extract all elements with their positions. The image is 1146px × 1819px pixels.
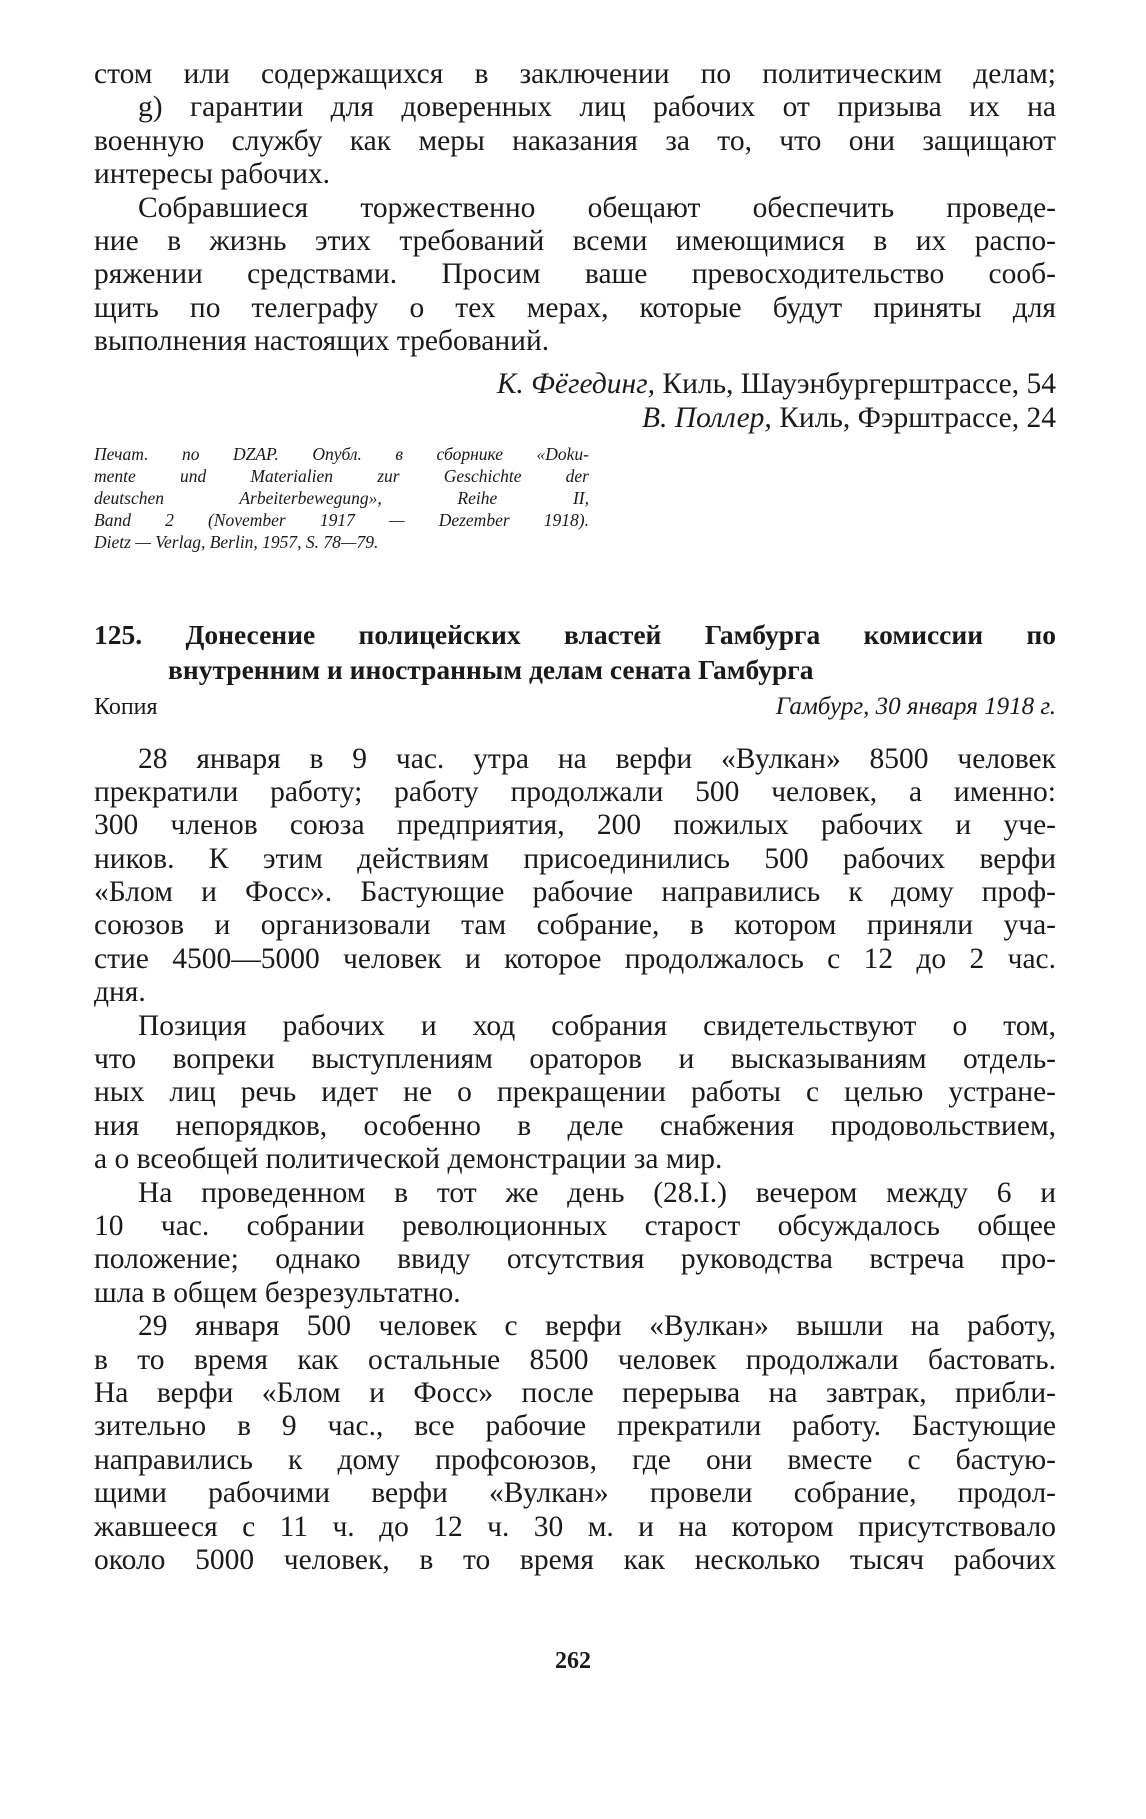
document-meta	[94, 693, 1056, 725]
heading-line: внутренним и иностранным делам сената Гамбурга	[168, 653, 814, 685]
page	[94, 58, 1056, 1577]
text-line: союзов и организовали там собрание, в котором приняли уча-	[94, 909, 1056, 942]
text-line: ния непорядков, особенно в деле снабжения продовольствием,	[94, 1109, 1056, 1142]
text-line: На верфи «Блом и Фосс» после перерыва на завтрак, прибли-	[94, 1376, 1056, 1409]
top-paragraphs	[94, 58, 1056, 359]
text-line: ников. К этим действиям присоединились 500 рабочих верфи	[94, 842, 1056, 875]
text-line: 28 января в 9 час. утра на верфи «Вулкан» 8500 человек	[138, 742, 1056, 775]
text-line: щить по телеграфу о тех мерах, которые будут приняты для	[94, 291, 1056, 324]
signatory-name: В. Поллер,	[642, 401, 772, 434]
text-line: ных лиц речь идет не о прекращении работы с целью устране-	[94, 1076, 1056, 1109]
signature-line	[94, 401, 1056, 435]
text-line: «Блом и Фосс». Бастующие рабочие направились к дому проф-	[94, 876, 1056, 909]
source-line: Band 2 (November 1917 — Dezember 1918).	[94, 509, 589, 530]
source-line: Dietz — Verlag, Berlin, 1957, S. 78—79.	[94, 531, 379, 552]
text-line: прекратили работу; работу продолжали 500 человек, а именно:	[94, 775, 1056, 808]
signature-block	[94, 367, 1056, 435]
text-line: Собравшиеся торжественно обещают обеспечить проведе-	[138, 191, 1056, 224]
source-line: deutschen Arbeiterbewegung», Reihe II,	[94, 487, 589, 508]
source-note	[94, 443, 589, 553]
text-line: 300 членов союза предприятия, 200 пожилых рабочих и уче-	[94, 809, 1056, 842]
text-line: жавшееся с 11 ч. до 12 ч. 30 м. и на котором присутствовало	[94, 1510, 1056, 1543]
text-line: g) гарантии для доверенных лиц рабочих от призыва их на	[138, 91, 1056, 124]
text-line: ние в жизнь этих требований всеми имеющимися в их распо-	[94, 224, 1056, 257]
page-number: 262	[555, 1648, 591, 1674]
text-line: в то время как остальные 8500 человек продолжали бастовать.	[94, 1343, 1056, 1376]
text-line: направились к дому профсоюзов, где они вместе с бастую-	[94, 1443, 1056, 1476]
source-line: mente und Materialien zur Geschichte der	[94, 465, 589, 486]
source-line: Печат. по DZAP. Опубл. в сборнике «Doku-	[94, 443, 589, 464]
heading-line: 125. Донесение полицейских властей Гамбурга комиссии по	[94, 618, 1056, 650]
text-line: ряжении средствами. Просим ваше превосходительство сооб-	[94, 258, 1056, 291]
signature-line	[94, 367, 1056, 401]
text-line: 29 января 500 человек с верфи «Вулкан» вышли на работу,	[138, 1310, 1056, 1343]
place-date: Гамбург, 30 января 1918 г.	[775, 692, 1056, 720]
text-line: дня.	[94, 976, 146, 1009]
signatory-address: Киль, Фэрштрассе, 24	[771, 401, 1056, 434]
document-heading	[94, 617, 1056, 687]
text-line: а о всеобщей политической демонстрации за мир.	[94, 1143, 723, 1176]
signatory-name: К. Фёгединг,	[496, 367, 656, 400]
text-line: зительно в 9 час., все рабочие прекратили работу. Бастующие	[94, 1410, 1056, 1443]
copy-label: Копия	[94, 693, 158, 720]
text-line: стие 4500—5000 человек и которое продолжалось с 12 до 2 час.	[94, 942, 1056, 975]
signatory-address: Киль, Шауэнбургерштрассе, 54	[655, 367, 1056, 400]
text-line: интересы рабочих.	[94, 158, 331, 191]
text-line: На проведенном в тот же день (28.I.) вечером между 6 и	[138, 1176, 1056, 1209]
text-line: положение; однако ввиду отсутствия руководства встреча про-	[94, 1243, 1056, 1276]
text-line: щими рабочими верфи «Вулкан» провели собрание, продол-	[94, 1477, 1056, 1510]
text-line: военную службу как меры наказания за то, что они защищают	[94, 124, 1056, 157]
text-line: Позиция рабочих и ход собрания свидетельствуют о том,	[138, 1009, 1056, 1042]
text-line: 10 час. собрании революционных старост обсуждалось общее	[94, 1209, 1056, 1242]
text-line: около 5000 человек, в то время как несколько тысяч рабочих	[94, 1543, 1056, 1576]
document-body	[94, 743, 1056, 1578]
text-line: стом или содержащихся в заключении по политическим делам;	[94, 58, 1056, 90]
text-line: что вопреки выступлениям ораторов и высказываниям отдель-	[94, 1043, 1056, 1076]
text-line: шла в общем безрезультатно.	[94, 1276, 461, 1309]
text-line: выполнения настоящих требований.	[94, 325, 550, 358]
